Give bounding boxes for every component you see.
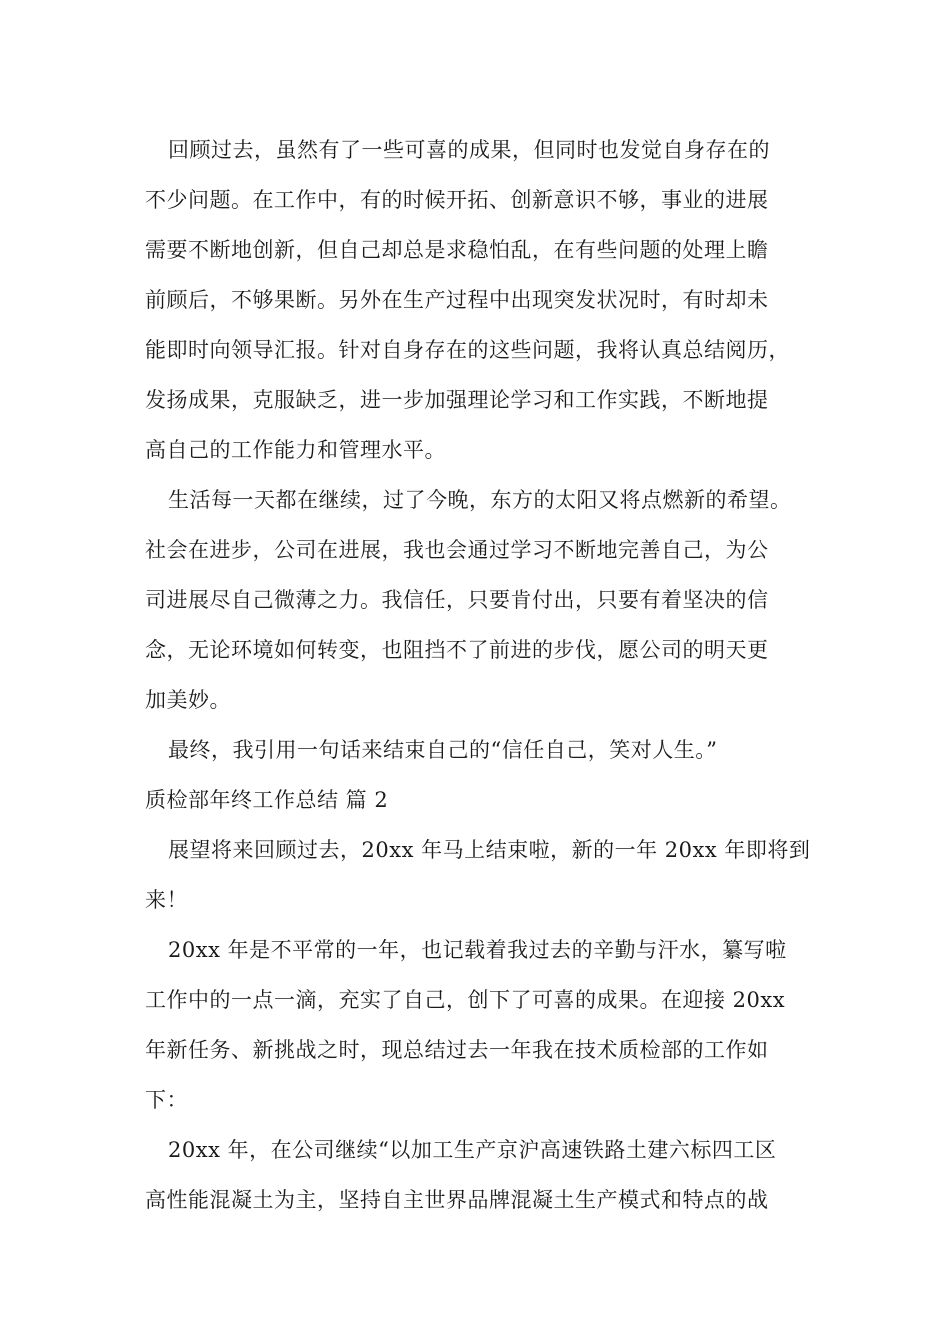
paragraph-1-line-5: 能即时向领导汇报。针对自身存在的这些问题，我将认真总结阅历， <box>145 338 790 362</box>
paragraph-2-line-2: 社会在进步，公司在进展，我也会通过学习不断地完善自己，为公 <box>145 538 769 562</box>
paragraph-1-line-7: 高自己的工作能力和管理水平。 <box>145 438 446 462</box>
section2-paragraph-1-line-1: 展望将来回顾过去，20xx 年马上结束啦，新的一年 20xx 年即将到 <box>168 838 811 862</box>
section2-paragraph-2-line-4: 下： <box>145 1088 188 1112</box>
section2-paragraph-2-line-2: 工作中的一点一滴，充实了自己，创下了可喜的成果。在迎接 20xx <box>145 988 786 1012</box>
paragraph-2-line-4: 念，无论环境如何转变，也阻挡不了前进的步伐，愿公司的明天更 <box>145 638 769 662</box>
section2-paragraph-1-line-2: 来！ <box>145 888 188 912</box>
paragraph-2-line-3: 司进展尽自己微薄之力。我信任，只要肯付出，只要有着坚决的信 <box>145 588 769 612</box>
paragraph-2-line-1: 生活每一天都在继续，过了今晚，东方的太阳又将点燃新的希望。 <box>168 488 792 512</box>
paragraph-1-line-4: 前顾后，不够果断。另外在生产过程中出现突发状况时，有时却未 <box>145 288 769 312</box>
paragraph-2-line-5: 加美妙。 <box>145 688 231 712</box>
section2-paragraph-3-line-1: 20xx 年，在公司继续“以加工生产京沪高速铁路土建六标四工区 <box>168 1138 777 1162</box>
paragraph-1-line-1: 回顾过去，虽然有了一些可喜的成果，但同时也发觉自身存在的 <box>168 138 770 162</box>
paragraph-1-line-2: 不少问题。在工作中，有的时候开拓、创新意识不够，事业的进展 <box>145 188 769 212</box>
section2-paragraph-2-line-3: 年新任务、新挑战之时，现总结过去一年我在技术质检部的工作如 <box>145 1038 769 1062</box>
paragraph-3-line-1: 最终，我引用一句话来结束自己的“信任自己，笑对人生。” <box>168 738 718 762</box>
section2-paragraph-3-line-2: 高性能混凝土为主，坚持自主世界品牌混凝土生产模式和特点的战 <box>145 1188 769 1212</box>
paragraph-1-line-3: 需要不断地创新，但自己却总是求稳怕乱，在有些问题的处理上瞻 <box>145 238 769 262</box>
section2-paragraph-2-line-1: 20xx 年是不平常的一年，也记载着我过去的辛勤与汗水，纂写啦 <box>168 938 787 962</box>
section-heading: 质检部年终工作总结 篇 2 <box>145 788 389 812</box>
paragraph-1-line-6: 发扬成果，克服缺乏，进一步加强理论学习和工作实践，不断地提 <box>145 388 769 412</box>
